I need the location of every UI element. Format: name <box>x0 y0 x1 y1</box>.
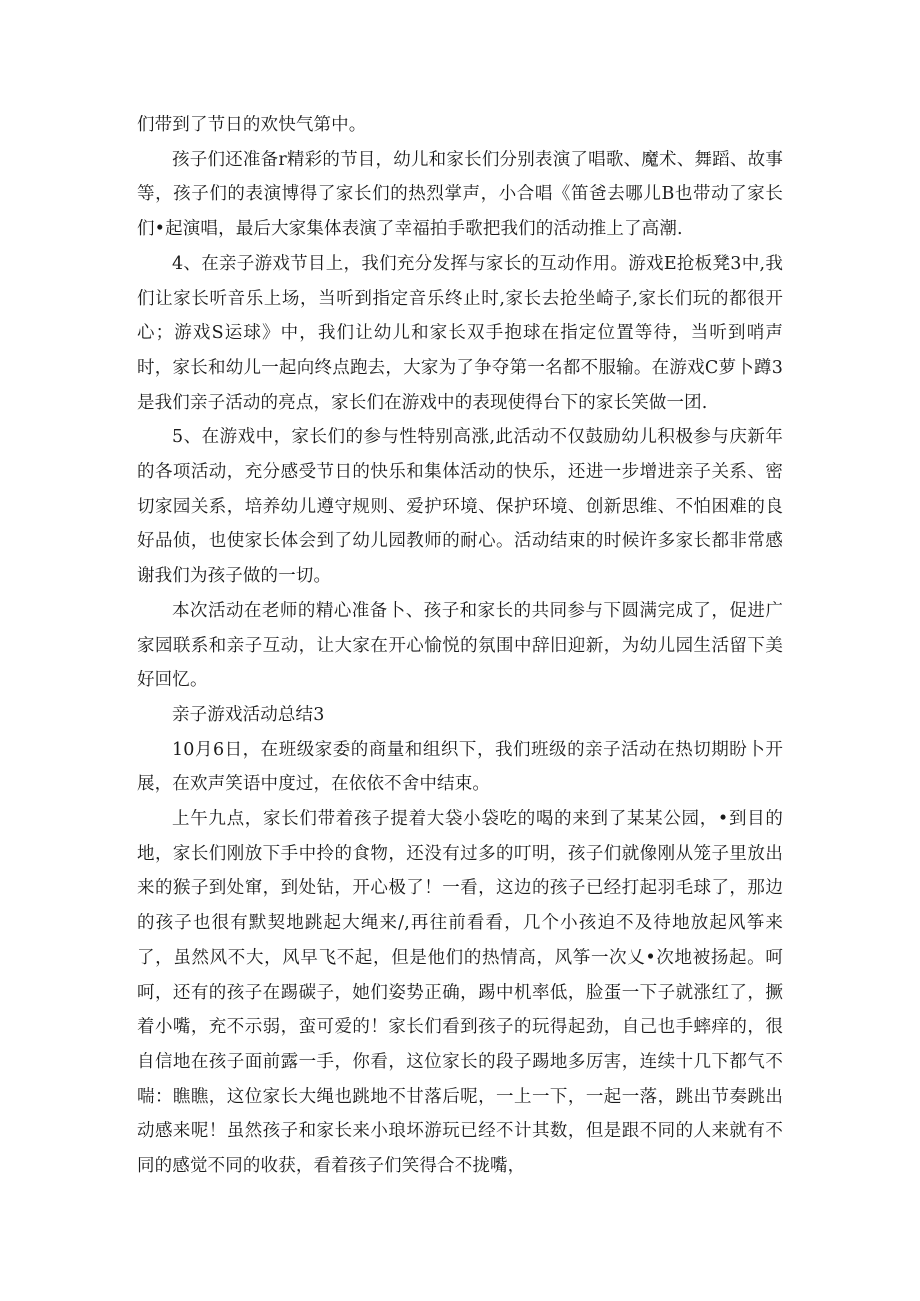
paragraph-park-activities: 上午九点，家长们带着孩子提着大袋小袋吃的喝的来到了某某公园，•到目的地，家长们刚放下手中拎的食物，还没有过多的叮明，孩子们就像刚从笼子里放出来的猴子到处窜，到处钻，开心极了！一看，这边的孩子已经打起羽毛球了，那边的孩子也很有默契地跳起大绳来/,再往前看看，几个小孩迫不及待地放起风筝来了，虽然风不大，风早飞不起，但是他们的热情高，风筝一次乂•次地被扬起。呵呵，还有的孩子在踢碳子，她们姿势正确，踢中机率低，脸蛋一下子就涨红了，撅着小嘴，充不示弱，蛮可爱的！家长们看到孩子的玩得起劲，自己也手蟀痒的，很自信地在孩子面前露一手，你看，这位家长的段子踢地多厉害，连续十几下都气不喘：瞧瞧，这位家长大绳也跳地不甘落后呢，一上一下，一起一落，跳出节奏跳出动感来呢！虽然孩子和家长来小琅坏游玩已经不计其数，但是跟不同的人来就有不同的感觉不同的收获，看着孩子们笑得合不拢嘴， <box>137 809 783 1177</box>
paragraph-games: 4、在亲子游戏节目上，我们充分发挥与家长的互动作用。游戏E抢板凳3中,我们让家长听音乐上场，当听到指定音乐终止时,家长去抢坐崎子,家长们玩的都很开心；游戏S运球》中，我们让幼儿和家长双手抱球在指定位置等待，当听到哨声时，家长和幼儿一起向终点跑去，大家为了争夺第一名都不服输。在游戏C萝卜蹲3是我们亲子活动的亮点，家长们在游戏中的表现使得台下的家长笑做一团. <box>137 253 783 413</box>
paragraph-participation: 5、在游戏中，家长们的参与性特别高涨,此活动不仅鼓励幼儿积极参与庆新年的各项活动，充分感受节日的快乐和集体活动的快乐，还进一步增进亲子关系、密切家园关系，培养幼儿遵守规则、爱护环境、保护环境、创新思维、不怕困难的良好品侦，也使家长体会到了幼儿园教师的耐心。活动结束的时候许多家长都非常感谢我们为孩子做的一切。 <box>137 427 783 587</box>
paragraph-date-intro: 10月6日，在班级家委的商量和组织下，我们班级的亲子活动在热切期盼卜开展，在欢声笑语中度过，在依依不舍中结束。 <box>137 739 783 795</box>
paragraph-continuation: 们带到了节日的欢快气第中。 <box>137 115 367 135</box>
paragraph-performances: 孩子们还准备r精彩的节目，幼儿和家长们分别表演了唱歌、魔术、舞蹈、故事等，孩子们的表演博得了家长们的热烈掌声，小合唱《笛爸去哪儿B也带动了家长们•起演唱，最后大家集体表演了幸福拍手歌把我们的活动推上了高潮. <box>137 149 783 240</box>
paragraph-conclusion: 本次活动在老师的精心准备卜、孩子和家长的共同参与下圆满完成了，促进广家园联系和亲子互动，让大家在开心愉悦的氛围中辞旧迎新，为幼儿园生活留下美好回忆。 <box>137 600 783 691</box>
document-body <box>137 108 783 1184</box>
section-heading: 亲子游戏活动总结3 <box>172 704 325 725</box>
